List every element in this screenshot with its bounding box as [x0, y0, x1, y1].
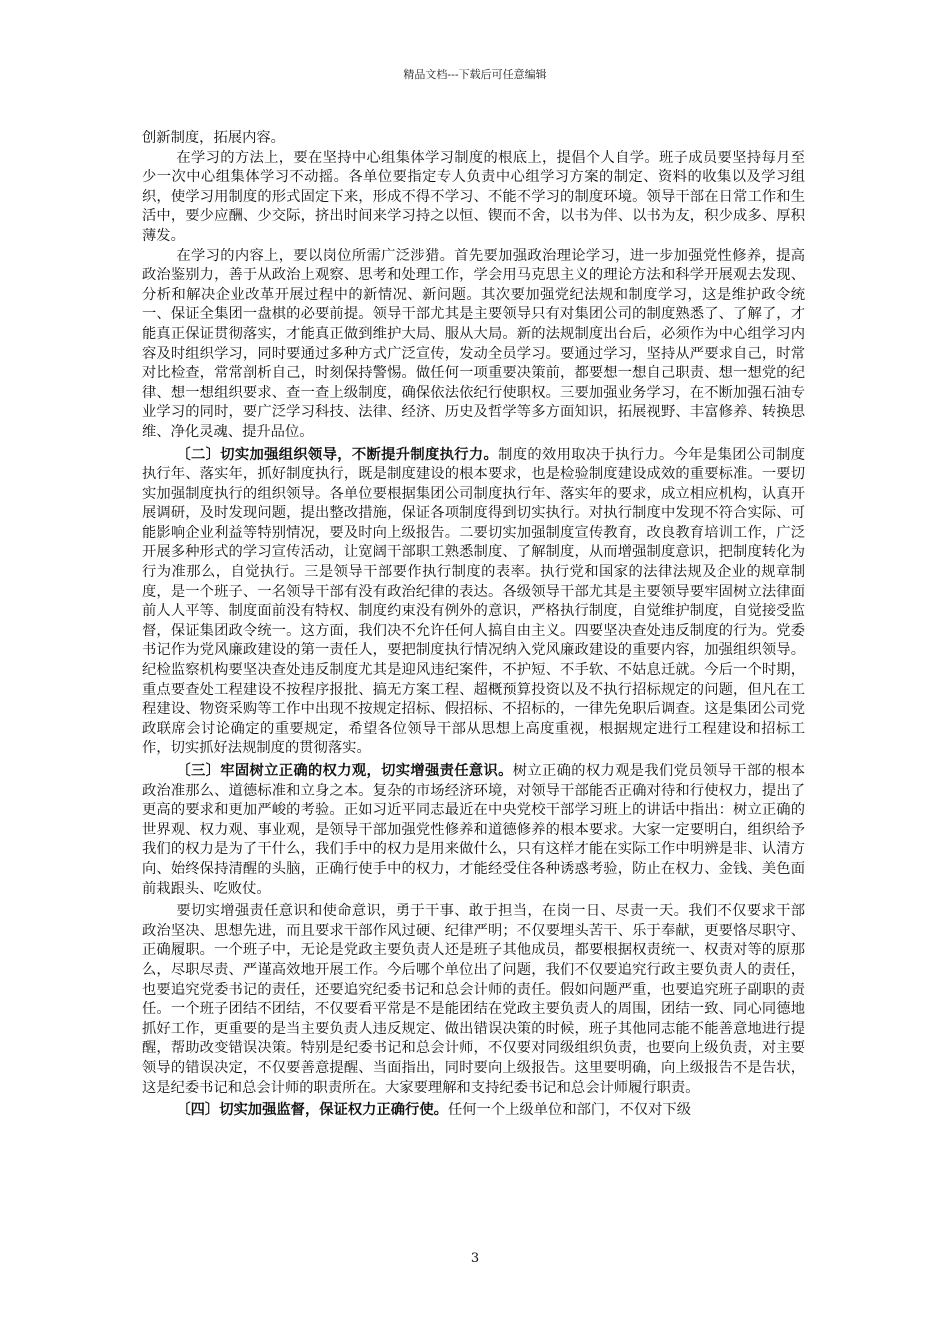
paragraph-continuation: 创新制度，拓展内容。 — [142, 130, 285, 146]
paragraph-section-3 — [142, 762, 805, 899]
section-body-3: 树立正确的权力观是我们党员领导干部的根本政治准那么、道德标准和立身之本。复杂的市场经济环境，对领导干部能否正确对待和行使权力，提出了更高的要求和更加严峻的考验。正如习近平同志最近在中央党校干部学习班上的讲话中指出：树立正确的世界观、权力观、事业观，是领导干部加强党性修养和道德修养的根本要求。大家一定要明白，组织给予我们的权力是为了干什么，我们手中的权力是用来做什么，只有这样才能在实际工作中明辨是非、认清方向、始终保持清醒的头脑，正确行使手中的权力，才能经受住各种诱惑考验，防止在权力、金钱、美色面前栽跟头、吃败仗。 — [142, 763, 805, 897]
section-body-4: 任何一个上级单位和部门，不仅对下级 — [447, 1102, 691, 1119]
section-heading-4: 〔四〕切实加强监督，保证权力正确行使。 — [176, 1102, 448, 1119]
paragraph-study-method: 在学习的方法上，要在坚持中心组集体学习制度的根底上，提倡个人自学。班子成员要坚持每月至少一次中心组集体学习不动摇。各单位要指定专人负责中心组学习方案的制定、资料的收集以及学习组织，使学习用制度的形式固定下来，形成不得不学习、不能不学习的制度环境。领导干部在日常工作和生活中，要少应酬、少交际，挤出时间来学习持之以恒、锲而不舍，以书为伴、以书为友，积少成多、厚积薄发。 — [142, 149, 805, 244]
section-heading-2: 〔二〕切实加强组织领导，不断提升制度执行力。 — [176, 446, 499, 463]
paragraph-section-4 — [142, 1101, 805, 1121]
document-header: 精品文档---下载后可任意编辑 — [403, 68, 547, 81]
section-body-2: 制度的效用取决于执行力。今年是集团公司制度执行年、落实年，抓好制度执行，既是制度建设的根本要求，也是检验制度建设成效的重要标准。一要切实加强制度执行的组织领导。各单位要根据集团公司制度执行年、落实年的要求，成立相应机构，认真开展调研，及时发现问题，提出整改措施，保证各项制度得到切实执行。对执行制度中发现不符合实际、可能影响企业利益等特别情况，要及时向上级报告。二要切实加强制度宣传教育，改良教育培训工作，广泛开展多种形式的学习宣传活动，让宽阔干部职工熟悉制度、了解制度，从而增强制度意识，把制度转化为行为准那么，自觉执行。三是领导干部要作执行制度的表率。执行党和国家的法律法规及企业的规章制度，是一个班子、一名领导干部有没有政治纪律的表达。各级领导干部尤其是主要领导要牢固树立法律面前人人平等、制度面前没有特权、制度约束没有例外的意识，严格执行制度，自觉维护制度，自觉接受监督，保证集团政令统一。这方面，我们决不允许任何人搞自由主义。四要坚决查处违反制度的行为。党委书记作为党风廉政建设的第一责任人，要把制度执行情况纳入党风廉政建设的重要内容，加强组织领导。纪检监察机构要坚决查处违反制度尤其是迎风违纪案件，不护短、不手软、不姑息迁就。今后一个时期，重点要查处工程建设不按程序报批、搞无方案工程、超概预算投资以及不执行招标规定的问题，但凡在工程建设、物资采购等工作中出现不按规定招标、假招标、不招标的，一律先免职后调查。这是集团公司党政联席会讨论确定的重要规定，希望各位领导干部从思想上高度重视，根据规定进行工程建设和招标工作，切实抓好法规制度的贯彻落实。 — [142, 446, 806, 757]
section-heading-3: 〔三〕牢固树立正确的权力观，切实增强责任意识。 — [176, 763, 513, 779]
page-number: 3 — [470, 1251, 480, 1266]
paragraph-section-2 — [142, 446, 805, 760]
document-body — [142, 129, 805, 1121]
paragraph-responsibility: 要切实增强责任意识和使命意识，勇于干事、敢于担当，在岗一日、尽责一天。我们不仅要求干部政治坚决、思想先进，而且要求干部作风过硬、纪律严明；不仅要埋头苦干、乐于奉献，更要恪尽职守、正确履职。一个班子中，无论是党政主要负责人还是班子其他成员，都要根据权责统一、权责对等的原那么，尽职尽责、严谨高效地开展工作。今后哪个单位出了问题，我们不仅要追究行政主要负责人的责任，也要追究党委书记的责任，还要追究纪委书记和总会计师的责任。假如问题严重，也要追究班子副职的责任。一个班子团结不团结，不仅要看平常是不是能团结在党政主要负责人的周围，团结一致、同心同德地抓好工作，更重要的是当主要负责人违反规定、做出错误决策的时候，班子其他同志能不能善意地进行提醒，帮助改变错误决策。特别是纪委书记和总会计师，不仅要对同级组织负责，也要向上级负责，对主要领导的错误决定，不仅要善意提醒、当面指出，同时要向上级报告。这里要明确，向上级报告不是告状，这是纪委书记和总会计师的职责所在。大家要理解和支持纪委书记和总会计师履行职责。 — [142, 903, 805, 1096]
paragraph-study-content: 在学习的内容上，要以岗位所需广泛涉猎。首先要加强政治理论学习，进一步加强党性修养，提高政治鉴别力，善于从政治上观察、思考和处理工作，学会用马克思主义的理论方法和科学开展观去发现、分析和解决企业改革开展过程中的新情况、新问题。其次要加强党纪法规和制度学习，这是维护政令统一、保证全集团一盘棋的必要前提。领导干部尤其是主要领导只有对集团公司的制度熟悉了、了解了，才能真正保证贯彻落实，才能真正做到维护大局、服从大局。新的法规制度出台后，必须作为中心组学习内容及时组织学习，同时要通过多种方式广泛宣传，发动全员学习。要通过学习，坚持从严要求自己，时常对比检查，常常剖析自己，时刻保持警惕。做任何一项重要决策前，都要想一想自己职责、想一想党的纪律、想一想组织要求、查一查上级制度，确保依法依纪行使职权。三要加强业务学习，在不断加强石油专业学习的同时，要广泛学习科技、法律、经济、历史及哲学等多方面知识，拓展视野、丰富修养、转换思维、净化灵魂、提升品位。 — [142, 247, 805, 440]
